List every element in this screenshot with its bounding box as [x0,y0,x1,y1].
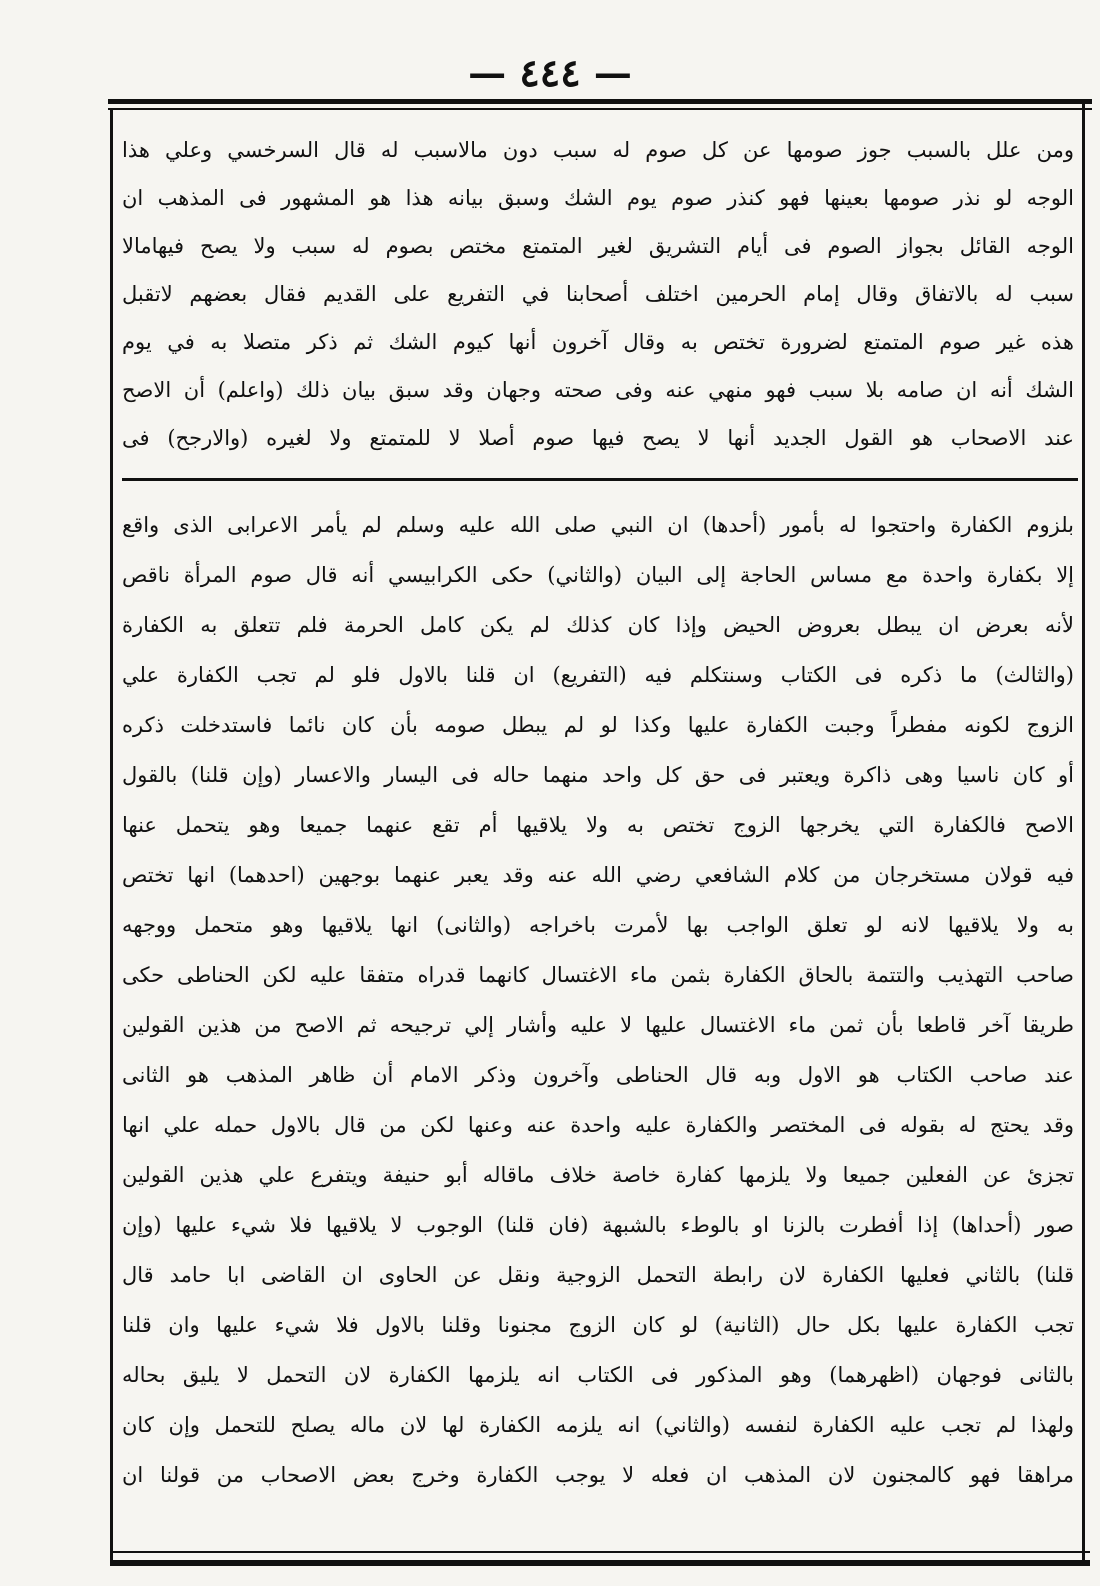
bottom-border-thin [110,1551,1090,1553]
frame-right-border [1082,104,1085,1560]
upper-text-block [122,126,1074,462]
top-border-thin [108,108,1092,110]
lower-text-block [122,500,1074,1500]
page-number: — ٤٤٤ — [468,50,632,95]
text-line: بالثانى فوجهان (اظهرهما) وهو المذكور فى الكتاب انه يلزمها الكفارة لان التحمل لا يليق بحاله [122,1363,1074,1387]
text-line: الاصح فالكفارة التي يخرجها الزوج تختص به ولا يلاقيها أم تقع عنهما جميعا وهو يتحمل عنها [122,813,1074,837]
text-line: ومن علل بالسبب جوز صومها عن كل صوم له سبب دون مالاسبب له قال السرخسي وعلي هذا [122,138,1074,162]
text-line: عند الاصحاب هو القول الجديد أنها لا يصح فيها صوم أصلا لا للمتمتع ولا لغيره (والارجح) فى [122,426,1074,450]
text-line: إلا بكفارة واحدة مع مساس الحاجة إلى البيان (والثاني) حكى الكرابيسي أنه قال صوم المرأة ناقص [122,563,1074,587]
text-line: صاحب التهذيب والتتمة بالحاق الكفارة بثمن ماء الاغتسال كانهما قدراه متفقا عليه لكن الحناطى حكى [122,963,1074,987]
text-line: تجب الكفارة عليها بكل حال (الثانية) لو كان الزوج مجنونا وقلنا بالاول فلا شيء عليها وان قلنا [122,1313,1074,1337]
text-line: أو كان ناسيا وهى ذاكرة ويعتبر فى حق كل واحد منهما حاله فى اليسار والاعسار (وإن قلنا) بالقول [122,763,1074,787]
text-line: قلنا) بالثاني فعليها الكفارة لان رابطة التحمل الزوجية ونقل عن الحاوى ان القاضى ابا حامد قال [122,1263,1074,1287]
text-line: وقد يحتج له بقوله فى المختصر والكفارة عليه واحدة عنه وعنها لكن من قال بالاول حمله علي انها [122,1113,1074,1137]
text-line: هذه غير صوم المتمتع لضرورة تختص به وقال آخرون أنها كيوم الشك ثم ذكر متصلا به في يوم [122,330,1074,354]
text-line: طريقا آخر قاطعا بأن ثمن ماء الاغتسال عليها لا عليه وأشار إلي ترجيحه ثم الاصح من هذين القولين [122,1013,1074,1037]
text-line: (والثالث) ما ذكره فى الكتاب وسنتكلم فيه (التفريع) ان قلنا بالاول فلو لم تجب الكفارة علي [122,663,1074,687]
text-line: مراهقا فهو كالمجنون لان المذهب ان فعله لا يوجب الكفارة وخرج بعض الاصحاب من قولنا ان [122,1463,1074,1487]
text-line: الشك أنه ان صامه بلا سبب فهو منهي عنه وفى صحته وجهان وقد سبق بيان ذلك (واعلم) أن الاصح [122,378,1074,402]
bottom-border-thick [110,1560,1090,1566]
text-line: سبب له بالاتفاق وقال إمام الحرمين اختلف أصحابنا في التفريع على القديم فقال بعضهم لاتقبل [122,282,1074,306]
text-line: عند صاحب الكتاب هو الاول وبه قال الحناطى وآخرون وذكر الامام أن ظاهر المذهب هو الثانى [122,1063,1074,1087]
text-line: الوجه القائل بجواز الصوم فى أيام التشريق لغير المتمتع مختص بصوم له سبب ولا يصح فيهامالا [122,234,1074,258]
text-line: الزوج لكونه مفطراً وجبت الكفارة عليها وكذا لو لم يبطل صومه بأن كان نائما فاستدخلت ذكره [122,713,1074,737]
text-line: تجزئ عن الفعلين جميعا ولا يلزمها كفارة خاصة خلاف ماقاله أبو حنيفة ويتفرع علي هذين القولين [122,1163,1074,1187]
text-line: فيه قولان مستخرجان من كلام الشافعي رضي الله عنه وقد يعبر عنهما بوجهين (احدهما) انها تختص [122,863,1074,887]
top-border-thick [108,99,1092,104]
text-line: بلزوم الكفارة واحتجوا له بأمور (أحدها) ان النبي صلى الله عليه وسلم لم يأمر الاعرابى الذى واقع [122,513,1074,537]
frame-left-border [110,108,113,1560]
text-line: ولهذا لم تجب عليه الكفارة لنفسه (والثاني) انه يلزمه الكفارة لها لان ماله يصلح للتحمل وإن كان [122,1413,1074,1437]
text-line: صور (أحداها) إذا أفطرت بالزنا او بالوطء بالشبهة (فان قلنا) الوجوب لا يلاقيها فلا شيء عليها (وإن [122,1213,1074,1237]
text-line: به ولا يلاقيها لانه لو تعلق الواجب بها لأمرت باخراجه (والثانى) انها يلاقيها وهو متحمل ووجهه [122,913,1074,937]
section-divider [122,478,1078,481]
text-line: لأنه بعرض ان يبطل بعروض الحيض وإذا كان كذلك لم يكن كامل الحرمة فلم تتعلق به الكفارة [122,613,1074,637]
text-line: الوجه لو نذر صومها بعينها فهو كنذر صوم يوم الشك وسبق بيانه هذا هو المشهور فى المذهب ان [122,186,1074,210]
